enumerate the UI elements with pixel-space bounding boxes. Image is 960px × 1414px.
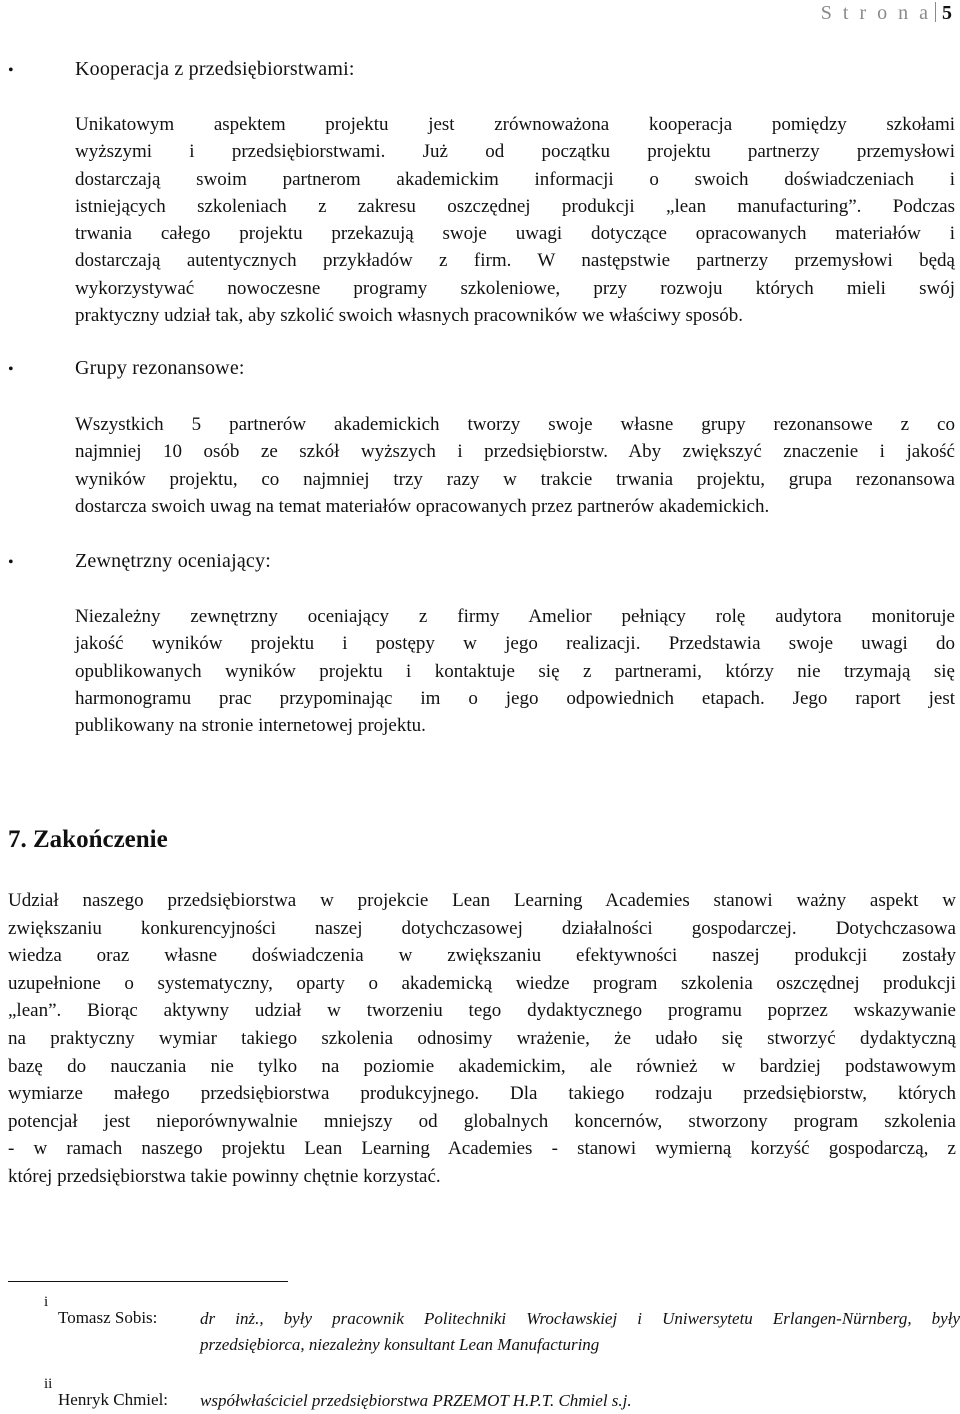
bullet-dot-icon: • bbox=[8, 361, 14, 378]
text-line: dostarczają swoim partnerom akademickim informacji o swoich doświadczeniach i bbox=[75, 168, 955, 190]
section-heading: 7. Zakończenie bbox=[8, 826, 168, 853]
text-line: wymiarze małego przedsiębiorstwa produkcyjnego. Dla takiego rodzaju przedsiębiorstw, których bbox=[8, 1083, 956, 1105]
bullet-dot-icon: • bbox=[8, 554, 14, 571]
text-line: wyższymi i przedsiębiorstwami. Już od początku projektu partnerzy przemysłowi bbox=[75, 141, 955, 163]
footnote-mark: ii bbox=[44, 1376, 53, 1392]
text-line: harmonogramu prac przypominając im o jego odpowiednich etapach. Jego raport jest bbox=[75, 687, 955, 709]
section-paragraph bbox=[75, 111, 955, 329]
text-line: opublikowanych wyników projektu i kontaktuje się z partnerami, którzy nie trzymają się bbox=[75, 660, 955, 682]
text-line: publikowany na stronie internetowej projektu. bbox=[75, 715, 426, 737]
text-line: trwania całego projektu przekazują swoje uwagi dotyczące opracowanych materiałów i bbox=[75, 223, 955, 245]
header-divider bbox=[935, 2, 936, 22]
footnote-author: Tomasz Sobis: bbox=[58, 1308, 158, 1327]
text-line: Unikatowym aspektem projektu jest zrównoważona kooperacja pomiędzy szkołami bbox=[75, 114, 955, 135]
text-line: Wszystkich 5 partnerów akademickich tworzy swoje własne grupy rezonansowe z co bbox=[75, 414, 955, 435]
text-line: najmniej 10 osób ze szkół wyższych i przedsiębiorstw. Aby zwiększyć znaczenie i jakość bbox=[75, 441, 955, 463]
text-line: dostarcza swoich uwag na temat materiałów opracowanych przez partnerów akademickich. bbox=[75, 495, 770, 517]
footnote-author: Henryk Chmiel: bbox=[58, 1390, 169, 1409]
text-line: zwiększaniu konkurencyjności naszej dotychczasowej działalności gospodarczej. Dotychczasowa bbox=[8, 917, 956, 939]
text-line: jakość wyników projektu i postępy w jego realizacji. Przedstawia swoje uwagi do bbox=[75, 633, 955, 655]
text-line: dr inż., były pracownik Politechniki Wrocławskiej i Uniwersytetu Erlangen-Nürnberg, były bbox=[200, 1309, 960, 1328]
bullet-dot-icon: • bbox=[8, 62, 14, 79]
page-header bbox=[821, 2, 952, 25]
section-paragraph bbox=[75, 603, 955, 739]
text-line: istniejących szkoleniach z zakresu oszczędnej produkcji „lean manufacturing”. Podczas bbox=[75, 195, 955, 217]
footnote-text bbox=[200, 1388, 960, 1414]
text-line: wyników projektu, co najmniej trzy razy w trakcie trwania projektu, grupa rezonansowa bbox=[75, 468, 955, 490]
text-line: na praktyczny wymiar takiego szkolenia odnosimy wrażenie, że udało się stworzyć dydaktyczną bbox=[8, 1027, 956, 1049]
page-header-label: S t r o n a bbox=[820, 2, 931, 24]
text-line: potencjał jest nieporównywalnie mniejszy od globalnych koncernów, stworzony program szkolenia bbox=[8, 1110, 956, 1132]
text-line: wykorzystywać nowoczesne programy szkoleniowe, przy rozwoju których mieli swój bbox=[75, 277, 955, 299]
conclusion-paragraph bbox=[8, 887, 956, 1191]
footnote-text bbox=[200, 1306, 960, 1358]
page-number: 5 bbox=[942, 2, 952, 24]
text-line: wiedza oraz własne doświadczenia w zwiększaniu efektywności naszej produkcji zostały bbox=[8, 945, 956, 967]
text-line: dostarczają autentycznych przykładów z firm. W następstwie partnerzy przemysłowi będą bbox=[75, 250, 955, 272]
text-line: której przedsiębiorstwa takie powinny chętnie korzystać. bbox=[8, 1165, 441, 1187]
section-title: Zewnętrzny oceniający: bbox=[75, 550, 271, 572]
section-paragraph bbox=[75, 411, 955, 520]
text-line: „lean”. Biorąc aktywny udział w tworzeniu tego dydaktycznego programu poprzez wskazywanie bbox=[8, 1000, 956, 1022]
text-line: Niezależny zewnętrzny oceniający z firmy Amelior pełniący rolę audytora monitoruje bbox=[75, 606, 955, 627]
section-title: Grupy rezonansowe: bbox=[75, 357, 245, 379]
text-line: uzupełnione o systematyczny, oparty o akademicką wiedze program szkolenia oszczędnej produkcji bbox=[8, 972, 956, 994]
text-line: - w ramach naszego projektu Lean Learning Academies - stanowi wymierną korzyść gospodarczą, z bbox=[8, 1138, 956, 1160]
footnote-separator bbox=[8, 1281, 288, 1282]
text-line: współwłaściciel przedsiębiorstwa PRZEMOT H.P.T. Chmiel s.j. bbox=[200, 1391, 632, 1410]
text-line: Udział naszego przedsiębiorstwa w projekcie Lean Learning Academies stanowi ważny aspekt w bbox=[8, 890, 956, 911]
section-title: Kooperacja z przedsiębiorstwami: bbox=[75, 58, 355, 80]
footnote-mark: i bbox=[44, 1294, 49, 1310]
text-line: praktyczny udział tak, aby szkolić swoich własnych pracowników we właściwy sposób. bbox=[75, 305, 743, 327]
text-line: bazę do nauczania nie tylko na poziomie akademickim, ale również w bardziej podstawowym bbox=[8, 1055, 956, 1077]
text-line: przedsiębiorca, niezależny konsultant Lean Manufacturing bbox=[200, 1335, 600, 1354]
